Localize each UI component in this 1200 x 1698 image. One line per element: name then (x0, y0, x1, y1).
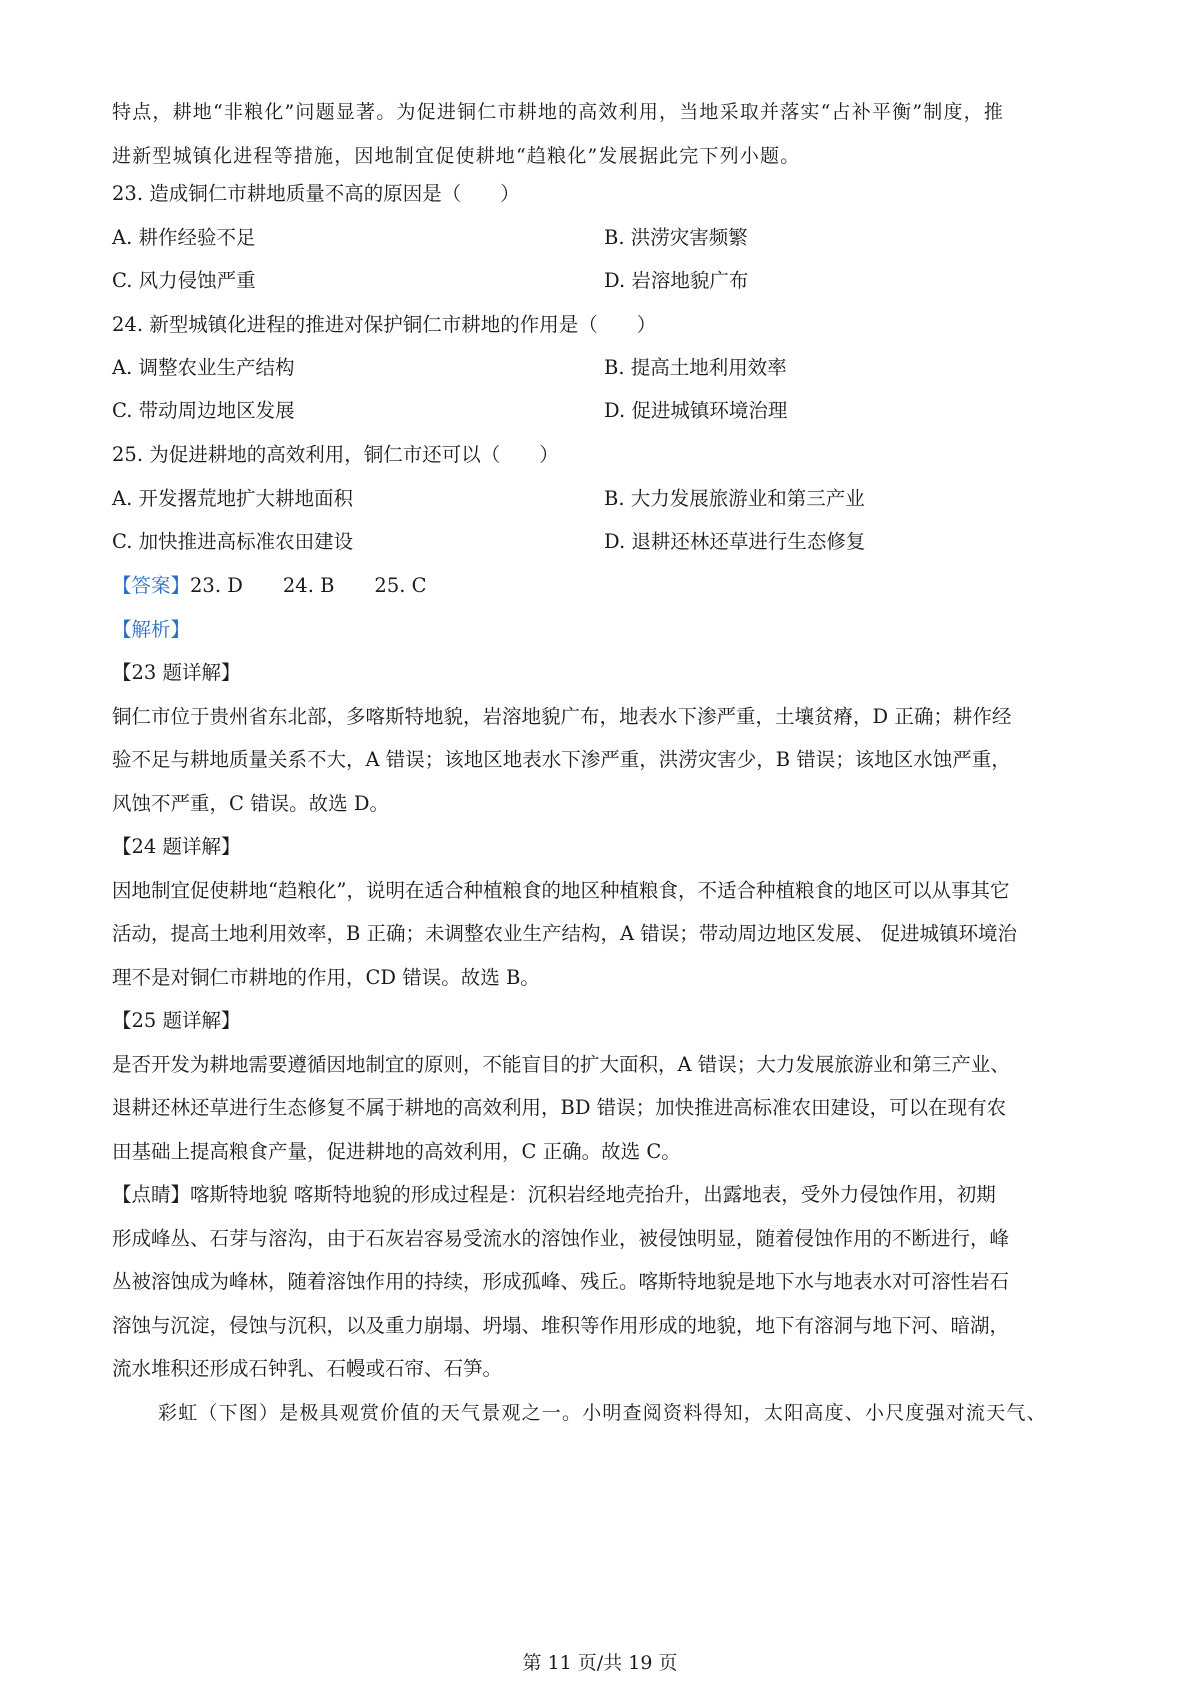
question-24-option-c: C. 带动周边地区发展 (112, 399, 295, 422)
intro-line-2: 进新型城镇化进程等措施，因地制宜促使耕地“趋粮化”发展据此完下列小题。 (112, 145, 801, 167)
tip-line-1 (112, 1181, 996, 1209)
next-passage-line: 彩虹（下图）是极具观赏价值的天气景观之一。小明查阅资料得知，太阳高度、小尺度强对流天气、 (158, 1402, 1047, 1424)
answer-item: 25. C (374, 574, 427, 597)
question-24-option-b: B. 提高土地利用效率 (604, 356, 787, 379)
question-25-option-b: B. 大力发展旅游业和第三产业 (604, 487, 865, 510)
detail-24-line: 因地制宜促使耕地“趋粮化”，说明在适合种植粮食的地区种植粮食，不适合种植粮食的地区可以从事其它 (112, 879, 1010, 902)
detail-24-line: 活动，提高土地利用效率，B 正确；未调整农业生产结构，A 错误；带动周边地区发展、 促进城镇环境治 (112, 922, 1018, 945)
question-25-option-a: A. 开发撂荒地扩大耕地面积 (112, 487, 353, 510)
answer-label: 【答案】 (112, 574, 191, 597)
answer-item: 23. D (190, 574, 243, 597)
question-25-stem: 25. 为促进耕地的高效利用，铜仁市还可以（ ） (112, 443, 559, 466)
detail-24-line: 理不是对铜仁市耕地的作用，CD 错误。故选 B。 (112, 966, 540, 989)
question-24-option-a: A. 调整农业生产结构 (112, 356, 295, 379)
analysis-label: 【解析】 (112, 618, 191, 641)
question-24-stem: 24. 新型城镇化进程的推进对保护铜仁市耕地的作用是（ ） (112, 313, 657, 336)
tip-line: 形成峰丛、石芽与溶沟，由于石灰岩容易受流水的溶蚀作业，被侵蚀明显，随着侵蚀作用的不断进行，峰 (112, 1227, 1010, 1250)
detail-23-line: 验不足与耕地质量关系不大，A 错误；该地区地表水下渗严重，洪涝灾害少，B 错误；该地区水蚀严重， (112, 748, 1011, 771)
answer-line (112, 572, 427, 600)
detail-23-line: 风蚀不严重，C 错误。故选 D。 (112, 792, 389, 815)
detail-25-line: 退耕还林还草进行生态修复不属于耕地的高效利用，BD 错误；加快推进高标准农田建设，可以在现有农 (112, 1096, 1007, 1119)
page-footer: 第 11 页/共 19 页 (522, 1652, 678, 1674)
question-23-option-d: D. 岩溶地貌广布 (604, 269, 749, 292)
question-23-option-a: A. 耕作经验不足 (112, 226, 256, 249)
tip-line: 流水堆积还形成石钟乳、石幔或石帘、石笋。 (112, 1357, 503, 1380)
tip-line: 溶蚀与沉淀，侵蚀与沉积，以及重力崩塌、坍塌、堆积等作用形成的地貌，地下有溶洞与地下河、暗湖， (112, 1314, 1010, 1337)
detail-25-title: 【25 题详解】 (112, 1009, 241, 1032)
detail-24-title: 【24 题详解】 (112, 835, 241, 858)
detail-25-line: 是否开发为耕地需要遵循因地制宜的原则，不能盲目的扩大面积，A 错误；大力发展旅游业和第三产业、 (112, 1053, 1010, 1076)
tip-line: 丛被溶蚀成为峰林，随着溶蚀作用的持续，形成孤峰、残丘。喀斯特地貌是地下水与地表水对可溶性岩石 (112, 1270, 1010, 1293)
tip-text: 喀斯特地貌 喀斯特地貌的形成过程是：沉积岩经地壳抬升，出露地表，受外力侵蚀作用，初期 (190, 1183, 996, 1206)
question-25-option-c: C. 加快推进高标准农田建设 (112, 530, 354, 553)
detail-25-line: 田基础上提高粮食产量，促进耕地的高效利用，C 正确。故选 C。 (112, 1140, 681, 1163)
question-23-option-c: C. 风力侵蚀严重 (112, 269, 256, 292)
question-23-option-b: B. 洪涝灾害频繁 (604, 226, 748, 249)
tip-label: 【点睛】 (112, 1183, 191, 1206)
question-24-option-d: D. 促进城镇环境治理 (604, 399, 788, 422)
detail-23-title: 【23 题详解】 (112, 661, 241, 684)
question-23-stem: 23. 造成铜仁市耕地质量不高的原因是（ ） (112, 182, 520, 205)
answer-item: 24. B (282, 574, 335, 597)
intro-line-1: 特点，耕地“非粮化”问题显著。为促进铜仁市耕地的高效利用，当地采取并落实“占补平衡”制度，推 (112, 101, 1005, 123)
question-25-option-d: D. 退耕还林还草进行生态修复 (604, 530, 866, 553)
detail-23-line: 铜仁市位于贵州省东北部，多喀斯特地貌，岩溶地貌广布，地表水下渗严重，土壤贫瘠，D 正确；耕作经 (112, 705, 1012, 728)
